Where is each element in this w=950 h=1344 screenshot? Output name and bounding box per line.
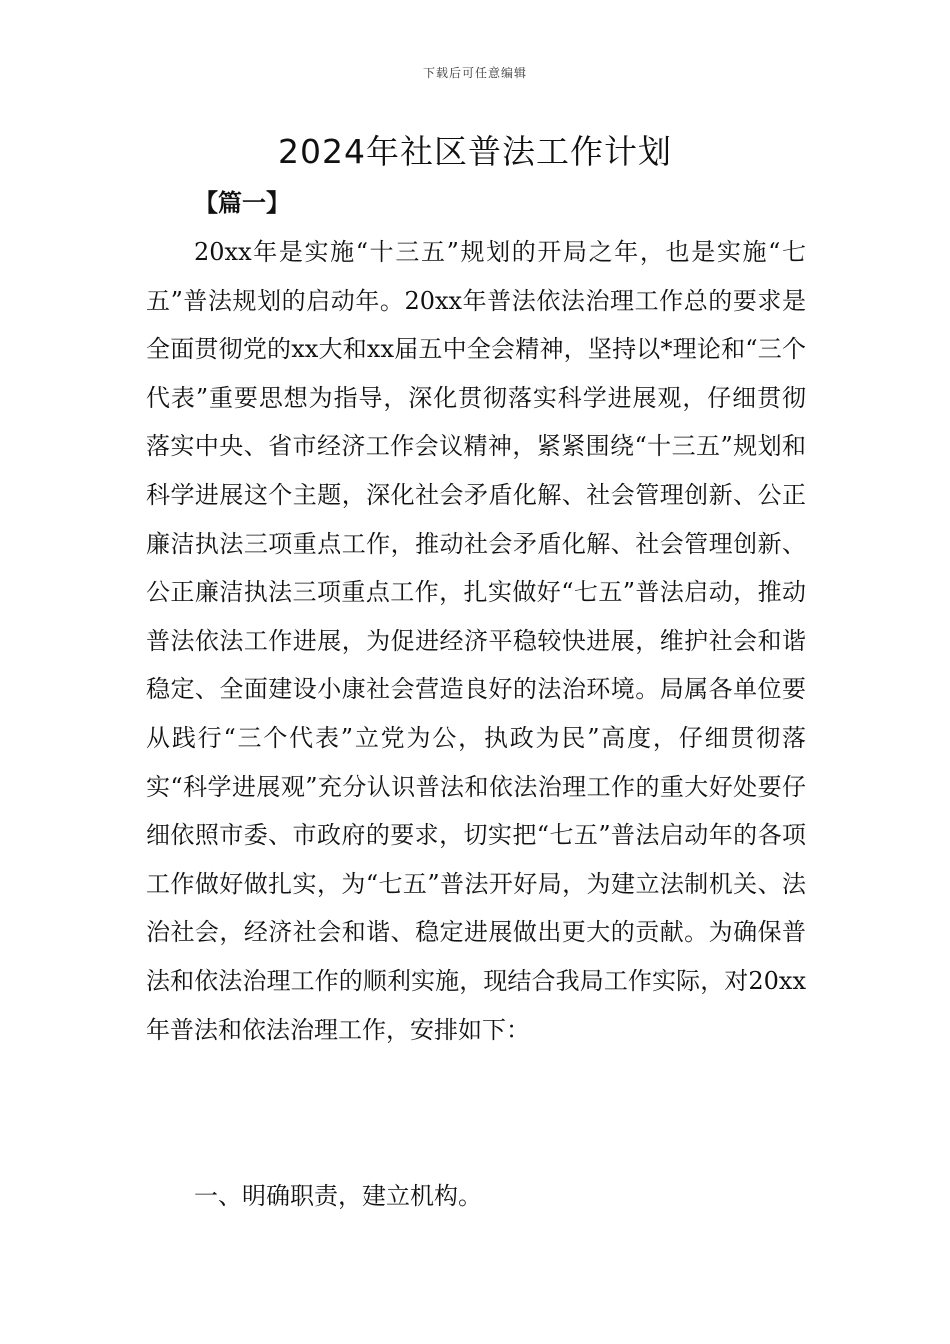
body-paragraph: 20xx年是实施“十三五”规划的开局之年，也是实施“七五”普法规划的启动年。20xx年普法依法治理工作总的要求是全面贯彻党的xx大和xx届五中全会精神，坚持以*理论和“三个代表”重要思想为指导，深化贯彻落实科学进展观，仔细贯彻落实中央、省市经济工作会议精神，紧紧围绕“十三五”规划和科学进展这个主题，深化社会矛盾化解、社会管理创新、公正廉洁执法三项重点工作，推动社会矛盾化解、社会管理创新、公正廉洁执法三项重点工作，扎实做好“七五”普法启动，推动普法依法工作进展，为促进经济平稳较快进展，维护社会和谐稳定、全面建设小康社会营造良好的法治环境。局属各单位要从践行“三个代表”立党为公，执政为民”高度，仔细贯彻落实“科学进展观”充分认识普法和依法治理工作的重大好处要仔细依照市委、市政府的要求，切实把“七五”普法启动年的各项工作做好做扎实，为“七五”普法开好局，为建立法制机关、法治社会，经济社会和谐、稳定进展做出更大的贡献。为确保普法和依法治理工作的顺利实施，现结合我局工作实际，对20xx年普法和依法治理工作，安排如下：	[146, 238, 806, 1044]
section-label: 【篇一】	[194, 189, 290, 217]
page-title: 2024年社区普法工作计划	[278, 132, 672, 171]
header-note: 下载后可任意编辑	[422, 66, 527, 80]
section-heading: 一、明确职责，建立机构。	[194, 1182, 482, 1210]
